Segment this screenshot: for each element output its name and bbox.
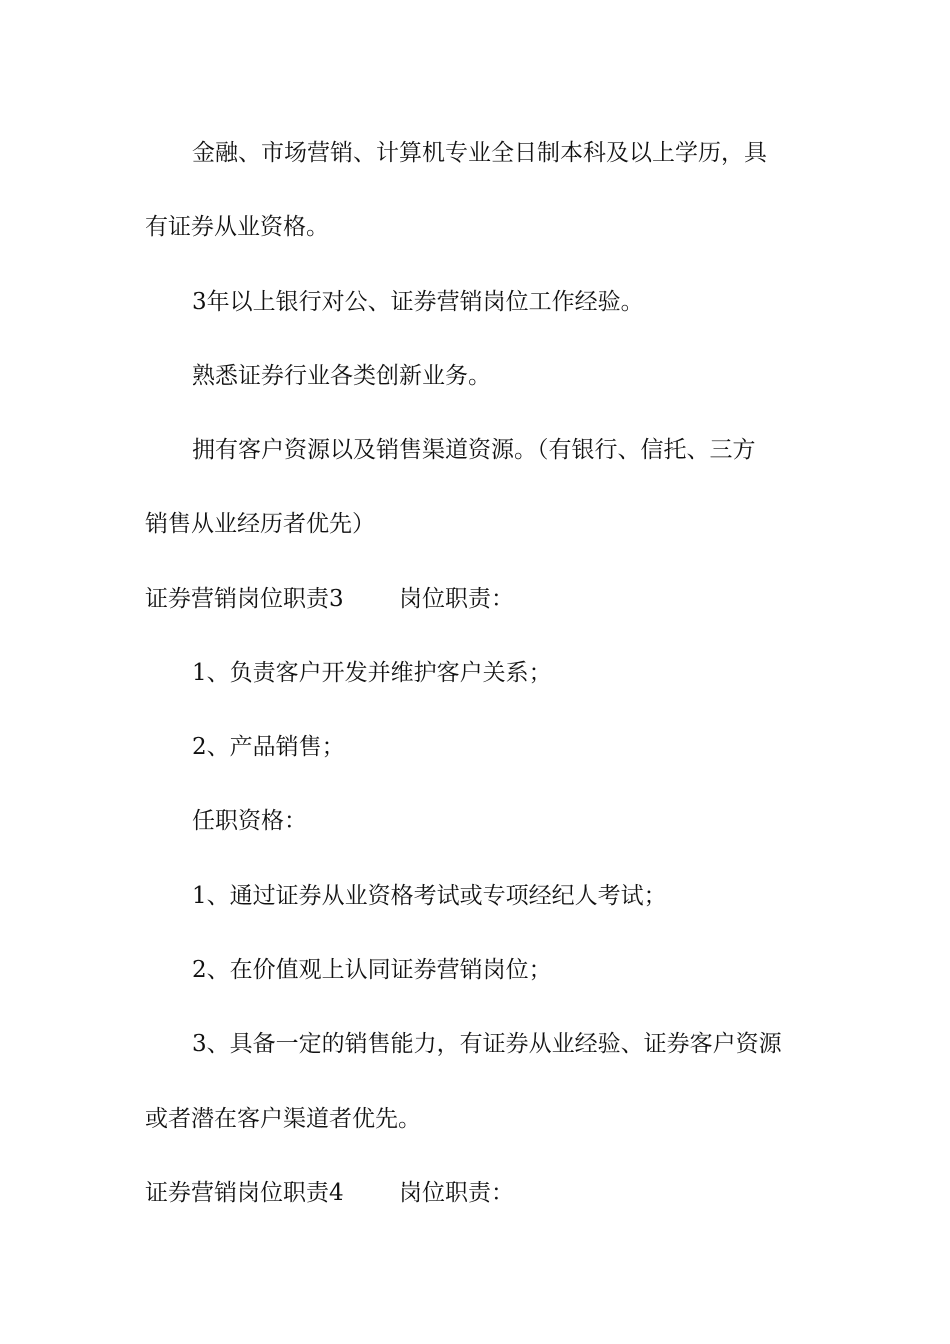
paragraph-line: 熟悉证券行业各类创新业务。 (192, 363, 491, 389)
list-item: 1、通过证券从业资格考试或专项经纪人考试； (192, 883, 667, 909)
list-item: 1、负责客户开发并维护客户关系； (192, 660, 552, 686)
paragraph-line: 有证券从业资格。 (145, 214, 329, 240)
paragraph-line: 销售从业经历者优先） (145, 511, 375, 537)
section-heading-4 (145, 1178, 514, 1208)
paragraph-line: 金融、市场营销、计算机专业全日制本科及以上学历，具 (192, 140, 767, 166)
subheading: 任职资格： (192, 808, 307, 834)
section-subtitle: 岗位职责： (398, 586, 514, 612)
section-heading-3 (145, 584, 514, 614)
paragraph-line: 3年以上银行对公、证券营销岗位工作经验。 (192, 289, 644, 315)
section-title: 证券营销岗位职责3 (145, 586, 344, 612)
list-item: 3、具备一定的销售能力，有证券从业经验、证券客户资源 (192, 1031, 782, 1057)
list-item: 2、产品销售； (192, 734, 345, 760)
paragraph-line: 拥有客户资源以及销售渠道资源。（有银行、信托、三方 (192, 437, 756, 463)
section-title: 证券营销岗位职责4 (145, 1180, 344, 1206)
list-item: 2、在价值观上认同证券营销岗位； (192, 957, 552, 983)
paragraph-line: 或者潜在客户渠道者优先。 (145, 1106, 421, 1132)
section-subtitle: 岗位职责： (398, 1180, 514, 1206)
